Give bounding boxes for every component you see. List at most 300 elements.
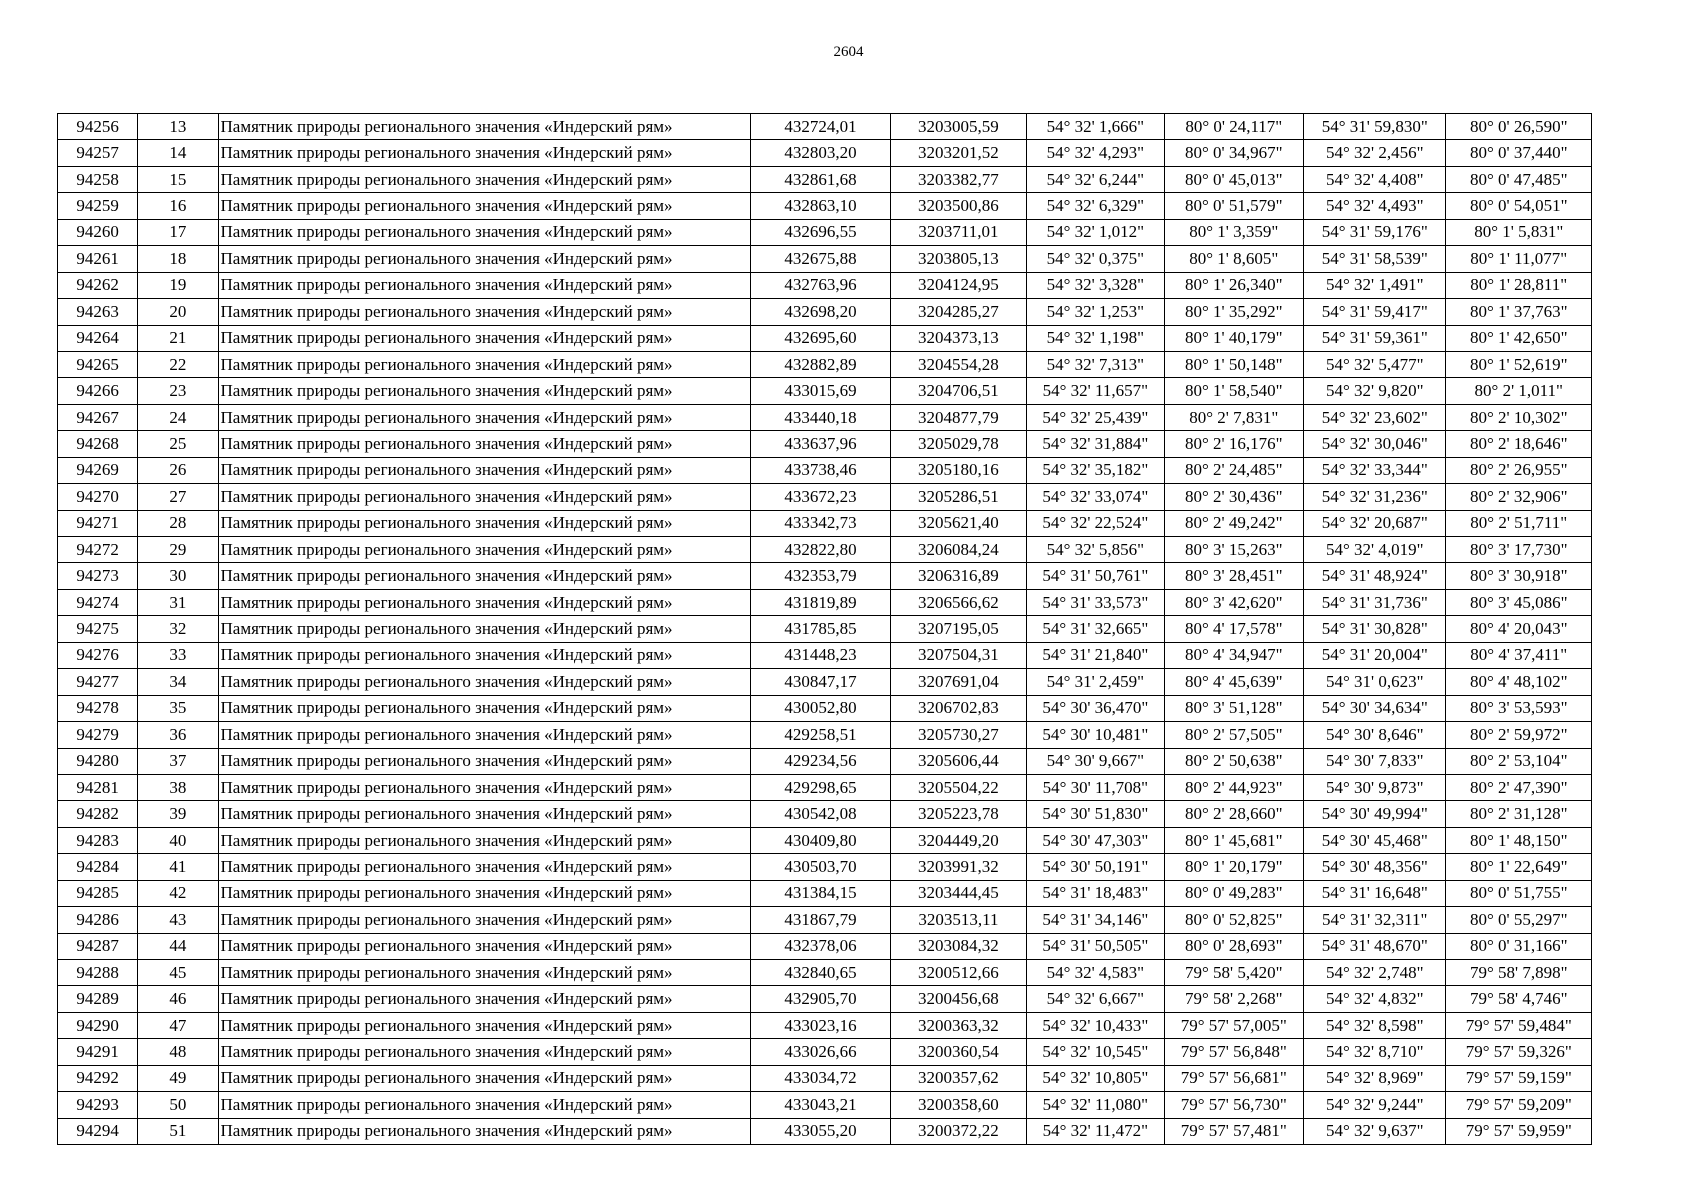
object-name-cell: Памятник природы регионального значения «Индерский рям»	[218, 1118, 751, 1144]
longitude-1-cell: 79° 58' 2,268"	[1164, 986, 1303, 1012]
object-name-cell: Памятник природы регионального значения «Индерский рям»	[218, 325, 751, 351]
longitude-2-cell: 80° 4' 20,043"	[1446, 616, 1592, 642]
x-coordinate-cell: 432698,20	[751, 299, 890, 325]
latitude-1-cell: 54° 31' 50,505"	[1027, 933, 1164, 959]
table-row	[58, 933, 1592, 959]
point-number-cell: 20	[138, 299, 218, 325]
row-id-cell: 94260	[58, 219, 138, 245]
table-row	[58, 1118, 1592, 1144]
object-name-cell: Памятник природы регионального значения «Индерский рям»	[218, 537, 751, 563]
longitude-1-cell: 80° 2' 50,638"	[1164, 748, 1303, 774]
longitude-2-cell: 80° 4' 37,411"	[1446, 642, 1592, 668]
latitude-1-cell: 54° 32' 4,583"	[1027, 960, 1164, 986]
longitude-2-cell: 79° 57' 59,484"	[1446, 1012, 1592, 1038]
object-name-cell: Памятник природы регионального значения «Индерский рям»	[218, 986, 751, 1012]
longitude-2-cell: 80° 2' 51,711"	[1446, 510, 1592, 536]
latitude-1-cell: 54° 32' 11,472"	[1027, 1118, 1164, 1144]
row-id-cell: 94277	[58, 669, 138, 695]
y-coordinate-cell: 3204285,27	[890, 299, 1026, 325]
longitude-2-cell: 79° 57' 59,209"	[1446, 1092, 1592, 1118]
longitude-1-cell: 80° 0' 49,283"	[1164, 880, 1303, 906]
y-coordinate-cell: 3203005,59	[890, 114, 1026, 140]
point-number-cell: 26	[138, 457, 218, 483]
x-coordinate-cell: 430052,80	[751, 695, 890, 721]
row-id-cell: 94262	[58, 272, 138, 298]
latitude-2-cell: 54° 32' 4,493"	[1304, 193, 1446, 219]
latitude-2-cell: 54° 32' 1,491"	[1304, 272, 1446, 298]
point-number-cell: 47	[138, 1012, 218, 1038]
longitude-1-cell: 80° 1' 58,540"	[1164, 378, 1303, 404]
x-coordinate-cell: 433738,46	[751, 457, 890, 483]
y-coordinate-cell: 3205286,51	[890, 484, 1026, 510]
latitude-2-cell: 54° 31' 59,361"	[1304, 325, 1446, 351]
latitude-2-cell: 54° 30' 48,356"	[1304, 854, 1446, 880]
row-id-cell: 94281	[58, 774, 138, 800]
y-coordinate-cell: 3207691,04	[890, 669, 1026, 695]
row-id-cell: 94268	[58, 431, 138, 457]
y-coordinate-cell: 3200357,62	[890, 1065, 1026, 1091]
object-name-cell: Памятник природы регионального значения «Индерский рям»	[218, 933, 751, 959]
longitude-2-cell: 80° 3' 53,593"	[1446, 695, 1592, 721]
table-row	[58, 325, 1592, 351]
latitude-2-cell: 54° 31' 30,828"	[1304, 616, 1446, 642]
latitude-1-cell: 54° 31' 34,146"	[1027, 907, 1164, 933]
object-name-cell: Памятник природы регионального значения «Индерский рям»	[218, 748, 751, 774]
x-coordinate-cell: 432675,88	[751, 246, 890, 272]
x-coordinate-cell: 430542,08	[751, 801, 890, 827]
table-row	[58, 246, 1592, 272]
y-coordinate-cell: 3205606,44	[890, 748, 1026, 774]
y-coordinate-cell: 3203711,01	[890, 219, 1026, 245]
longitude-1-cell: 79° 57' 56,730"	[1164, 1092, 1303, 1118]
longitude-1-cell: 80° 3' 15,263"	[1164, 537, 1303, 563]
object-name-cell: Памятник природы регионального значения «Индерский рям»	[218, 854, 751, 880]
row-id-cell: 94256	[58, 114, 138, 140]
x-coordinate-cell: 433023,16	[751, 1012, 890, 1038]
longitude-2-cell: 80° 2' 59,972"	[1446, 722, 1592, 748]
table-row	[58, 219, 1592, 245]
longitude-2-cell: 80° 1' 52,619"	[1446, 351, 1592, 377]
table-row	[58, 563, 1592, 589]
x-coordinate-cell: 431384,15	[751, 880, 890, 906]
y-coordinate-cell: 3204706,51	[890, 378, 1026, 404]
longitude-1-cell: 80° 1' 35,292"	[1164, 299, 1303, 325]
longitude-1-cell: 80° 2' 44,923"	[1164, 774, 1303, 800]
y-coordinate-cell: 3204373,13	[890, 325, 1026, 351]
x-coordinate-cell: 432861,68	[751, 166, 890, 192]
y-coordinate-cell: 3206702,83	[890, 695, 1026, 721]
latitude-2-cell: 54° 32' 9,244"	[1304, 1092, 1446, 1118]
latitude-2-cell: 54° 30' 45,468"	[1304, 827, 1446, 853]
row-id-cell: 94279	[58, 722, 138, 748]
latitude-2-cell: 54° 32' 8,969"	[1304, 1065, 1446, 1091]
table-row	[58, 695, 1592, 721]
row-id-cell: 94264	[58, 325, 138, 351]
point-number-cell: 44	[138, 933, 218, 959]
longitude-2-cell: 80° 0' 47,485"	[1446, 166, 1592, 192]
table-row	[58, 114, 1592, 140]
longitude-2-cell: 80° 3' 30,918"	[1446, 563, 1592, 589]
latitude-1-cell: 54° 32' 35,182"	[1027, 457, 1164, 483]
latitude-1-cell: 54° 32' 25,439"	[1027, 404, 1164, 430]
row-id-cell: 94276	[58, 642, 138, 668]
y-coordinate-cell: 3205730,27	[890, 722, 1026, 748]
longitude-2-cell: 80° 3' 17,730"	[1446, 537, 1592, 563]
y-coordinate-cell: 3204554,28	[890, 351, 1026, 377]
y-coordinate-cell: 3206566,62	[890, 589, 1026, 615]
x-coordinate-cell: 432724,01	[751, 114, 890, 140]
longitude-1-cell: 80° 0' 45,013"	[1164, 166, 1303, 192]
longitude-1-cell: 80° 2' 7,831"	[1164, 404, 1303, 430]
object-name-cell: Памятник природы регионального значения «Индерский рям»	[218, 960, 751, 986]
x-coordinate-cell: 431819,89	[751, 589, 890, 615]
y-coordinate-cell: 3200363,32	[890, 1012, 1026, 1038]
longitude-1-cell: 80° 1' 40,179"	[1164, 325, 1303, 351]
latitude-2-cell: 54° 30' 9,873"	[1304, 774, 1446, 800]
object-name-cell: Памятник природы регионального значения «Индерский рям»	[218, 166, 751, 192]
object-name-cell: Памятник природы регионального значения «Индерский рям»	[218, 484, 751, 510]
y-coordinate-cell: 3205621,40	[890, 510, 1026, 536]
point-number-cell: 34	[138, 669, 218, 695]
object-name-cell: Памятник природы регионального значения «Индерский рям»	[218, 695, 751, 721]
point-number-cell: 49	[138, 1065, 218, 1091]
x-coordinate-cell: 429298,65	[751, 774, 890, 800]
row-id-cell: 94270	[58, 484, 138, 510]
row-id-cell: 94273	[58, 563, 138, 589]
longitude-1-cell: 80° 1' 45,681"	[1164, 827, 1303, 853]
longitude-1-cell: 80° 0' 34,967"	[1164, 140, 1303, 166]
page-number: 2604	[833, 44, 864, 60]
row-id-cell: 94258	[58, 166, 138, 192]
x-coordinate-cell: 433672,23	[751, 484, 890, 510]
y-coordinate-cell: 3203500,86	[890, 193, 1026, 219]
latitude-1-cell: 54° 30' 11,708"	[1027, 774, 1164, 800]
longitude-2-cell: 79° 58' 4,746"	[1446, 986, 1592, 1012]
object-name-cell: Памятник природы регионального значения «Индерский рям»	[218, 880, 751, 906]
point-number-cell: 17	[138, 219, 218, 245]
x-coordinate-cell: 433034,72	[751, 1065, 890, 1091]
longitude-1-cell: 80° 1' 8,605"	[1164, 246, 1303, 272]
y-coordinate-cell: 3200372,22	[890, 1118, 1026, 1144]
x-coordinate-cell: 432763,96	[751, 272, 890, 298]
table-row	[58, 854, 1592, 880]
longitude-1-cell: 80° 0' 24,117"	[1164, 114, 1303, 140]
latitude-1-cell: 54° 32' 10,545"	[1027, 1039, 1164, 1065]
object-name-cell: Памятник природы регионального значения «Индерский рям»	[218, 589, 751, 615]
row-id-cell: 94286	[58, 907, 138, 933]
row-id-cell: 94291	[58, 1039, 138, 1065]
table-row	[58, 801, 1592, 827]
latitude-2-cell: 54° 32' 4,408"	[1304, 166, 1446, 192]
y-coordinate-cell: 3203084,32	[890, 933, 1026, 959]
longitude-1-cell: 79° 58' 5,420"	[1164, 960, 1303, 986]
latitude-2-cell: 54° 30' 8,646"	[1304, 722, 1446, 748]
row-id-cell: 94283	[58, 827, 138, 853]
point-number-cell: 28	[138, 510, 218, 536]
object-name-cell: Памятник природы регионального значения «Индерский рям»	[218, 404, 751, 430]
x-coordinate-cell: 432905,70	[751, 986, 890, 1012]
x-coordinate-cell: 431785,85	[751, 616, 890, 642]
longitude-1-cell: 79° 57' 57,481"	[1164, 1118, 1303, 1144]
object-name-cell: Памятник природы регионального значения «Индерский рям»	[218, 219, 751, 245]
y-coordinate-cell: 3200512,66	[890, 960, 1026, 986]
latitude-2-cell: 54° 32' 20,687"	[1304, 510, 1446, 536]
point-number-cell: 24	[138, 404, 218, 430]
longitude-1-cell: 80° 1' 20,179"	[1164, 854, 1303, 880]
y-coordinate-cell: 3203513,11	[890, 907, 1026, 933]
longitude-1-cell: 80° 0' 52,825"	[1164, 907, 1303, 933]
row-id-cell: 94272	[58, 537, 138, 563]
longitude-1-cell: 80° 3' 28,451"	[1164, 563, 1303, 589]
longitude-1-cell: 80° 4' 34,947"	[1164, 642, 1303, 668]
table-row	[58, 378, 1592, 404]
longitude-1-cell: 80° 3' 51,128"	[1164, 695, 1303, 721]
point-number-cell: 21	[138, 325, 218, 351]
latitude-1-cell: 54° 32' 3,328"	[1027, 272, 1164, 298]
latitude-2-cell: 54° 31' 58,539"	[1304, 246, 1446, 272]
x-coordinate-cell: 431448,23	[751, 642, 890, 668]
object-name-cell: Памятник природы регионального значения «Индерский рям»	[218, 563, 751, 589]
point-number-cell: 32	[138, 616, 218, 642]
y-coordinate-cell: 3205504,22	[890, 774, 1026, 800]
y-coordinate-cell: 3203991,32	[890, 854, 1026, 880]
latitude-1-cell: 54° 30' 36,470"	[1027, 695, 1164, 721]
table-row	[58, 1092, 1592, 1118]
latitude-2-cell: 54° 32' 9,820"	[1304, 378, 1446, 404]
table-row	[58, 589, 1592, 615]
latitude-2-cell: 54° 30' 34,634"	[1304, 695, 1446, 721]
object-name-cell: Памятник природы регионального значения «Индерский рям»	[218, 114, 751, 140]
row-id-cell: 94261	[58, 246, 138, 272]
longitude-2-cell: 80° 2' 53,104"	[1446, 748, 1592, 774]
object-name-cell: Памятник природы регионального значения «Индерский рям»	[218, 616, 751, 642]
y-coordinate-cell: 3204124,95	[890, 272, 1026, 298]
object-name-cell: Памятник природы регионального значения «Индерский рям»	[218, 140, 751, 166]
table-row	[58, 960, 1592, 986]
x-coordinate-cell: 431867,79	[751, 907, 890, 933]
object-name-cell: Памятник природы регионального значения «Индерский рям»	[218, 1012, 751, 1038]
table-row	[58, 404, 1592, 430]
longitude-1-cell: 80° 3' 42,620"	[1164, 589, 1303, 615]
y-coordinate-cell: 3203201,52	[890, 140, 1026, 166]
latitude-2-cell: 54° 32' 5,477"	[1304, 351, 1446, 377]
latitude-1-cell: 54° 32' 6,244"	[1027, 166, 1164, 192]
longitude-1-cell: 79° 57' 57,005"	[1164, 1012, 1303, 1038]
table-row	[58, 510, 1592, 536]
point-number-cell: 14	[138, 140, 218, 166]
longitude-2-cell: 80° 0' 54,051"	[1446, 193, 1592, 219]
table-row	[58, 880, 1592, 906]
latitude-1-cell: 54° 32' 22,524"	[1027, 510, 1164, 536]
x-coordinate-cell: 433637,96	[751, 431, 890, 457]
latitude-1-cell: 54° 32' 33,074"	[1027, 484, 1164, 510]
longitude-1-cell: 80° 2' 28,660"	[1164, 801, 1303, 827]
table-row	[58, 774, 1592, 800]
table-row	[58, 748, 1592, 774]
point-number-cell: 16	[138, 193, 218, 219]
row-id-cell: 94263	[58, 299, 138, 325]
point-number-cell: 41	[138, 854, 218, 880]
object-name-cell: Памятник природы регионального значения «Индерский рям»	[218, 1065, 751, 1091]
latitude-2-cell: 54° 32' 23,602"	[1304, 404, 1446, 430]
table-row	[58, 484, 1592, 510]
x-coordinate-cell: 432863,10	[751, 193, 890, 219]
longitude-2-cell: 80° 2' 47,390"	[1446, 774, 1592, 800]
object-name-cell: Памятник природы регионального значения «Индерский рям»	[218, 272, 751, 298]
longitude-2-cell: 80° 1' 11,077"	[1446, 246, 1592, 272]
point-number-cell: 30	[138, 563, 218, 589]
longitude-1-cell: 79° 57' 56,848"	[1164, 1039, 1303, 1065]
object-name-cell: Памятник природы регионального значения «Индерский рям»	[218, 431, 751, 457]
object-name-cell: Памятник природы регионального значения «Индерский рям»	[218, 774, 751, 800]
latitude-1-cell: 54° 31' 2,459"	[1027, 669, 1164, 695]
latitude-2-cell: 54° 32' 4,019"	[1304, 537, 1446, 563]
object-name-cell: Памятник природы регионального значения «Индерский рям»	[218, 801, 751, 827]
object-name-cell: Памятник природы регионального значения «Индерский рям»	[218, 1092, 751, 1118]
latitude-2-cell: 54° 32' 4,832"	[1304, 986, 1446, 1012]
longitude-2-cell: 80° 4' 48,102"	[1446, 669, 1592, 695]
object-name-cell: Памятник природы регионального значения «Индерский рям»	[218, 669, 751, 695]
x-coordinate-cell: 432353,79	[751, 563, 890, 589]
x-coordinate-cell: 432803,20	[751, 140, 890, 166]
row-id-cell: 94278	[58, 695, 138, 721]
latitude-1-cell: 54° 32' 1,198"	[1027, 325, 1164, 351]
latitude-1-cell: 54° 32' 7,313"	[1027, 351, 1164, 377]
table-row	[58, 642, 1592, 668]
y-coordinate-cell: 3207195,05	[890, 616, 1026, 642]
row-id-cell: 94269	[58, 457, 138, 483]
row-id-cell: 94282	[58, 801, 138, 827]
longitude-1-cell: 80° 2' 16,176"	[1164, 431, 1303, 457]
object-name-cell: Памятник природы регионального значения «Индерский рям»	[218, 642, 751, 668]
table-row	[58, 1012, 1592, 1038]
latitude-1-cell: 54° 30' 10,481"	[1027, 722, 1164, 748]
longitude-2-cell: 80° 0' 31,166"	[1446, 933, 1592, 959]
table-row	[58, 431, 1592, 457]
latitude-2-cell: 54° 32' 2,456"	[1304, 140, 1446, 166]
longitude-1-cell: 80° 4' 45,639"	[1164, 669, 1303, 695]
latitude-1-cell: 54° 30' 9,667"	[1027, 748, 1164, 774]
x-coordinate-cell: 432695,60	[751, 325, 890, 351]
latitude-1-cell: 54° 32' 5,856"	[1027, 537, 1164, 563]
y-coordinate-cell: 3205223,78	[890, 801, 1026, 827]
latitude-1-cell: 54° 32' 10,433"	[1027, 1012, 1164, 1038]
latitude-1-cell: 54° 32' 6,667"	[1027, 986, 1164, 1012]
point-number-cell: 35	[138, 695, 218, 721]
point-number-cell: 42	[138, 880, 218, 906]
y-coordinate-cell: 3206084,24	[890, 537, 1026, 563]
table-row	[58, 616, 1592, 642]
longitude-1-cell: 80° 0' 28,693"	[1164, 933, 1303, 959]
row-id-cell: 94274	[58, 589, 138, 615]
x-coordinate-cell: 433015,69	[751, 378, 890, 404]
point-number-cell: 22	[138, 351, 218, 377]
latitude-1-cell: 54° 32' 4,293"	[1027, 140, 1164, 166]
latitude-2-cell: 54° 32' 30,046"	[1304, 431, 1446, 457]
latitude-2-cell: 54° 31' 59,417"	[1304, 299, 1446, 325]
longitude-2-cell: 79° 57' 59,326"	[1446, 1039, 1592, 1065]
y-coordinate-cell: 3204449,20	[890, 827, 1026, 853]
x-coordinate-cell: 433440,18	[751, 404, 890, 430]
object-name-cell: Памятник природы регионального значения «Индерский рям»	[218, 722, 751, 748]
point-number-cell: 51	[138, 1118, 218, 1144]
latitude-2-cell: 54° 32' 31,236"	[1304, 484, 1446, 510]
x-coordinate-cell: 432696,55	[751, 219, 890, 245]
point-number-cell: 45	[138, 960, 218, 986]
x-coordinate-cell: 432840,65	[751, 960, 890, 986]
row-id-cell: 94266	[58, 378, 138, 404]
table-row	[58, 299, 1592, 325]
point-number-cell: 29	[138, 537, 218, 563]
object-name-cell: Памятник природы регионального значения «Индерский рям»	[218, 351, 751, 377]
latitude-2-cell: 54° 31' 48,670"	[1304, 933, 1446, 959]
y-coordinate-cell: 3206316,89	[890, 563, 1026, 589]
table-row	[58, 272, 1592, 298]
latitude-2-cell: 54° 31' 31,736"	[1304, 589, 1446, 615]
point-number-cell: 36	[138, 722, 218, 748]
point-number-cell: 23	[138, 378, 218, 404]
longitude-1-cell: 80° 1' 3,359"	[1164, 219, 1303, 245]
table-row	[58, 140, 1592, 166]
longitude-2-cell: 80° 1' 37,763"	[1446, 299, 1592, 325]
row-id-cell: 94292	[58, 1065, 138, 1091]
x-coordinate-cell: 433026,66	[751, 1039, 890, 1065]
latitude-2-cell: 54° 31' 0,623"	[1304, 669, 1446, 695]
x-coordinate-cell: 432822,80	[751, 537, 890, 563]
point-number-cell: 19	[138, 272, 218, 298]
point-number-cell: 38	[138, 774, 218, 800]
longitude-2-cell: 80° 0' 26,590"	[1446, 114, 1592, 140]
latitude-2-cell: 54° 32' 33,344"	[1304, 457, 1446, 483]
longitude-2-cell: 80° 2' 32,906"	[1446, 484, 1592, 510]
row-id-cell: 94293	[58, 1092, 138, 1118]
latitude-1-cell: 54° 30' 50,191"	[1027, 854, 1164, 880]
object-name-cell: Памятник природы регионального значения «Индерский рям»	[218, 193, 751, 219]
point-number-cell: 37	[138, 748, 218, 774]
longitude-2-cell: 80° 0' 55,297"	[1446, 907, 1592, 933]
latitude-1-cell: 54° 32' 31,884"	[1027, 431, 1164, 457]
point-number-cell: 39	[138, 801, 218, 827]
latitude-2-cell: 54° 30' 49,994"	[1304, 801, 1446, 827]
x-coordinate-cell: 432882,89	[751, 351, 890, 377]
y-coordinate-cell: 3205029,78	[890, 431, 1026, 457]
table-row	[58, 166, 1592, 192]
latitude-1-cell: 54° 32' 11,657"	[1027, 378, 1164, 404]
x-coordinate-cell: 432378,06	[751, 933, 890, 959]
latitude-1-cell: 54° 32' 6,329"	[1027, 193, 1164, 219]
latitude-1-cell: 54° 32' 10,805"	[1027, 1065, 1164, 1091]
table-row	[58, 351, 1592, 377]
y-coordinate-cell: 3205180,16	[890, 457, 1026, 483]
row-id-cell: 94267	[58, 404, 138, 430]
latitude-1-cell: 54° 31' 33,573"	[1027, 589, 1164, 615]
latitude-1-cell: 54° 31' 50,761"	[1027, 563, 1164, 589]
x-coordinate-cell: 433055,20	[751, 1118, 890, 1144]
object-name-cell: Памятник природы регионального значения «Индерский рям»	[218, 907, 751, 933]
longitude-2-cell: 80° 0' 51,755"	[1446, 880, 1592, 906]
longitude-2-cell: 80° 2' 31,128"	[1446, 801, 1592, 827]
row-id-cell: 94257	[58, 140, 138, 166]
y-coordinate-cell: 3207504,31	[890, 642, 1026, 668]
latitude-1-cell: 54° 32' 11,080"	[1027, 1092, 1164, 1118]
table-row	[58, 722, 1592, 748]
latitude-2-cell: 54° 31' 59,830"	[1304, 114, 1446, 140]
longitude-1-cell: 80° 2' 24,485"	[1164, 457, 1303, 483]
y-coordinate-cell: 3203382,77	[890, 166, 1026, 192]
table-row	[58, 827, 1592, 853]
point-number-cell: 25	[138, 431, 218, 457]
y-coordinate-cell: 3200358,60	[890, 1092, 1026, 1118]
